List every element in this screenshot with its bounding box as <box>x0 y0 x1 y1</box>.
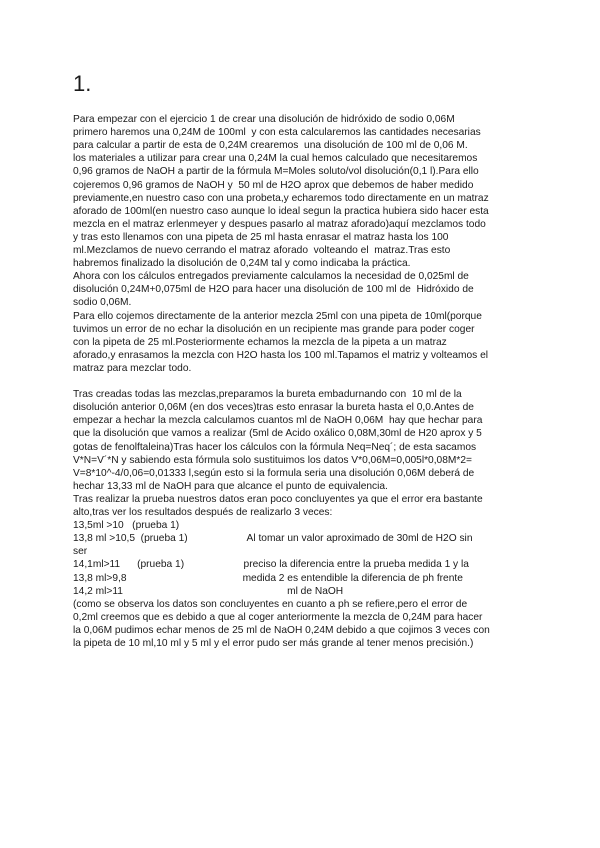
text-line: disolución 0,24M+0,075ml de H2O para hacer una disolución de 100 ml de Hidróxido de <box>73 284 474 296</box>
text-line: (como se observa los datos son concluyentes en cuanto a ph se refiere,pero el error de <box>73 598 468 610</box>
text-line: alto,tras ver los resultados después de realizarlo 3 veces: <box>73 507 333 518</box>
section-number-heading: 1. <box>73 71 92 96</box>
text-line: V*N=V´*N y sabiendo esta fórmula solo sustituimos los datos V*0,06M=0,005l*0,08M*2= <box>73 454 472 466</box>
text-line: 0,2ml creemos que es debido a que al coger anteriormente la mezcla de 0,24M para hacer <box>73 611 483 623</box>
text-line: hechar 13,33 ml de NaOH para que alcance el punto de equivalencia. <box>73 480 388 492</box>
text-line: 13,5ml >10 (prueba 1) <box>73 520 180 532</box>
text-line: V=8*10^-4/0,06=0,01333 l,según esto si la formula seria una disolución 0,06M deberá de <box>73 467 475 479</box>
text-line: Ahora con los cálculos entregados previamente calculamos la necesidad de 0,025ml de <box>73 271 469 283</box>
text-line: Para empezar con el ejercicio 1 de crear una disolución de hidróxido de sodio 0,06M <box>73 114 455 125</box>
text-line: habremos finalizado la disolución de 0,24M tal y como indicaba la práctica. <box>73 258 411 270</box>
text-line: cojeremos 0,96 gramos de NaOH y 50 ml de H2O aprox que debemos de haber medido <box>73 179 474 191</box>
text-line: 14,2 ml>11 ml de NaOH <box>73 585 344 597</box>
text-line: 13,8 ml>9,8 medida 2 es entendible la diferencia de ph frente <box>73 572 463 584</box>
text-line: con la pipeta de 25 ml.Posteriormente echamos la mezcla de la pipeta a un matraz <box>73 336 447 348</box>
text-line: los materiales a utilizar para crear una 0,24M la cual hemos calculado que necesitaremos <box>73 153 478 165</box>
text-line: ser <box>73 546 88 558</box>
text-line: la 0,06M pudimos echar menos de 25 ml de NaOH 0,24M debido a que cojimos 3 veces con <box>73 624 490 636</box>
text-line: empezar a hechar la mezcla calculamos cuantos ml de NaOH 0,06M hay que hechar para <box>73 415 483 427</box>
text-line: aforado,y enrasamos la mezcla con H2O hasta los 100 ml.Tapamos el matriz y volteamos el <box>73 349 489 361</box>
text-line: Tras realizar la prueba nuestros datos eran poco concluyentes ya que el error era bastante <box>73 493 483 505</box>
text-line: la pipeta de 10 ml,10 ml y 5 ml y el error pudo ser más grande al tener menos precisión.) <box>73 638 474 649</box>
text-line: 13,8 ml >10,5 (prueba 1) Al tomar un valor aproximado de 30ml de H2O sin <box>73 533 473 545</box>
text-line: 14,1ml>11 (prueba 1) preciso la diferencia entre la prueba medida 1 y la <box>73 559 469 571</box>
text-line: disolución anterior 0,06M (en dos veces)tras esto enrasar la bureta hasta el 0,0.Antes de <box>73 402 474 414</box>
text-line: aforado de 100ml(en nuestro caso aunque lo ideal segun la practica hubiera sido hacer esta <box>73 205 489 217</box>
text-line: tuvimos un error de no echar la disolución en un recipiente mas grande para poder coger <box>73 323 475 335</box>
text-line: que la disolución que vamos a realizar (5ml de Acido oxálico 0,08M,30ml de H20 aprox y 5 <box>73 428 482 440</box>
text-line: matraz para mezclar todo. <box>73 362 192 374</box>
text-line: Tras creadas todas las mezclas,preparamos la bureta embadurnando con 10 ml de la <box>73 389 462 401</box>
text-line: mezcla en el matraz erlenmeyer y despues pasarlo al matraz aforado)aquí mezclamos todo <box>73 218 486 230</box>
text-line: previamente,en nuestro caso con una probeta,y echaremos todo directamente en un matraz <box>73 192 489 204</box>
text-line: y tras esto llenamos con una pipeta de 25 ml hasta enrasar el matraz hasta los 100 <box>73 231 449 243</box>
text-line: sodio 0,06M. <box>73 297 132 309</box>
text-line: ml.Mezclamos de nuevo cerrando el matraz aforado volteando el matraz.Tras esto <box>73 245 451 256</box>
text-line: Para ello cojemos directamente de la anterior mezcla 25ml con una pipeta de 10ml(porque <box>73 310 482 322</box>
text-line: gotas de fenolftaleina)Tras hacer los cálculos con la fórmula Neq=Neq´; de esta sacamos <box>73 441 477 453</box>
text-line: 0,96 gramos de NaOH a partir de la fórmula M=Moles soluto/vol disolución(0,1 l).Para ello <box>73 166 479 178</box>
text-line: primero haremos una 0,24M de 100ml y con esta calcularemos las cantidades necesarias <box>73 127 481 139</box>
text-line: para calcular a partir de esta de 0,24M crearemos una disolución de 100 ml de 0,06 M. <box>73 140 468 152</box>
